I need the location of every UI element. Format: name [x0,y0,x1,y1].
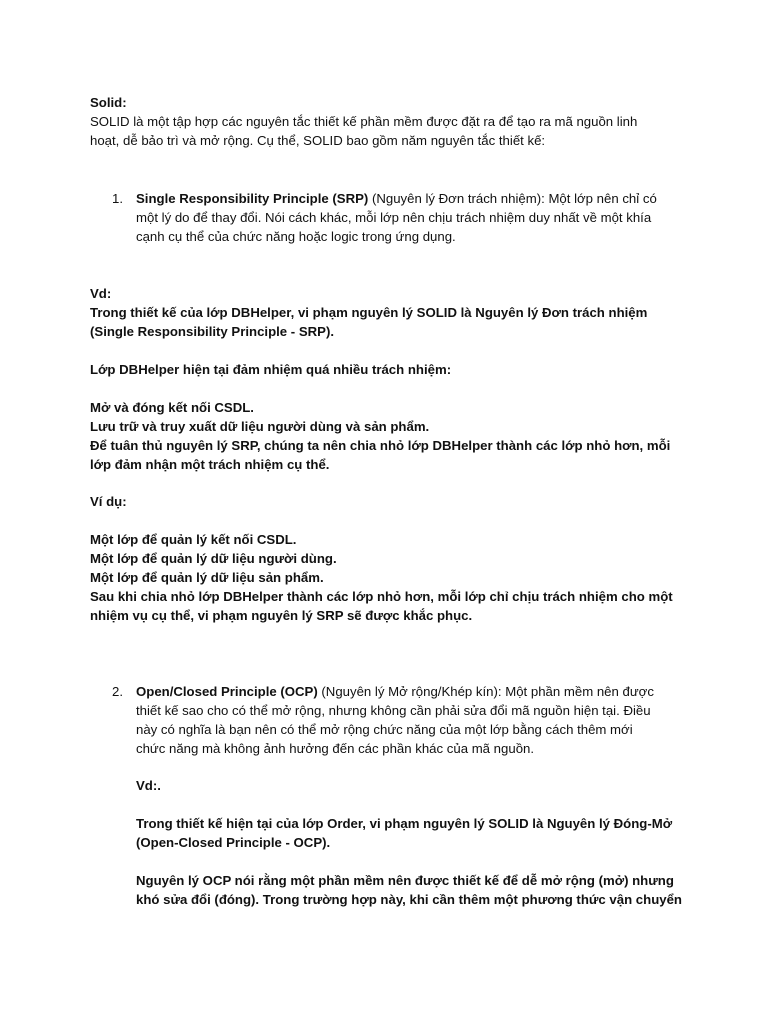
example1-p4-line-1: Một lớp để quản lý kết nối CSDL. [90,532,297,547]
example2-p2-line-1: Nguyên lý OCP nói rằng một phần mềm nên được thiết kế để dễ mở rộng (mở) nhưng [136,873,674,888]
example1-p4-line-2: Một lớp để quản lý dữ liệu người dùng. [90,551,337,566]
example1-p2: Lớp DBHelper hiện tại đảm nhiệm quá nhiều trách nhiệm: [90,362,452,377]
item1-line-2: một lý do để thay đổi. Nói cách khác, mỗi lớp nên chịu trách nhiệm duy nhất về một khía [136,210,652,225]
item2-line-2: thiết kế sao cho có thể mở rộng, nhưng không cần phải sửa đổi mã nguồn hiện tại. Điều [136,703,651,718]
example2-p1-line-2: (Open-Closed Principle - OCP). [136,835,331,850]
example1-p4-line-4: Sau khi chia nhỏ lớp DBHelper thành các lớp nhỏ hơn, mỗi lớp chỉ chịu trách nhiệm cho một [90,589,673,604]
item2-title: Open/Closed Principle (OCP) [136,684,318,699]
example1-p3-line-4: lớp đảm nhận một trách nhiệm cụ thể. [90,457,330,472]
item1-title: Single Responsibility Principle (SRP) [136,191,369,206]
item2-line-3: này có nghĩa là bạn nên có thể mở rộng chức năng của một lớp bằng cách thêm mới [136,722,633,737]
example2-p2-line-2: khó sửa đổi (đóng). Trong trường hợp này, khi cần thêm một phương thức vận chuyển [136,892,682,907]
intro-line-2: hoạt, dễ bảo trì và mở rộng. Cụ thể, SOLID bao gồm năm nguyên tắc thiết kế: [90,133,546,148]
example1-vidu: Ví dụ: [90,494,127,509]
item2-line-4: chức năng mà không ảnh hưởng đến các phần khác của mã nguồn. [136,741,535,756]
example1-p4-line-5: nhiệm vụ cụ thể, vi phạm nguyên lý SRP sẽ được khắc phục. [90,608,473,623]
example2-label: Vd:. [136,778,161,793]
example1-p1-line-1: Trong thiết kế của lớp DBHelper, vi phạm nguyên lý SOLID là Nguyên lý Đơn trách nhiệm [90,305,648,320]
example1-p3-line-1: Mở và đóng kết nối CSDL. [90,400,254,415]
item1-line-1 [136,189,657,208]
intro-line-1: SOLID là một tập hợp các nguyên tắc thiết kế phần mềm được đặt ra để tạo ra mã nguồn linh [90,114,638,129]
intro-heading: Solid: [90,95,127,110]
example1-p3-line-2: Lưu trữ và truy xuất dữ liệu người dùng và sản phẩm. [90,419,430,434]
list-number-1: 1. [112,191,123,206]
item1-line-1-rest: (Nguyên lý Đơn trách nhiệm): Một lớp nên chỉ có [368,191,657,206]
example1-label: Vd: [90,286,112,301]
list-number-2: 2. [112,684,123,699]
example1-p4-line-3: Một lớp để quản lý dữ liệu sản phẩm. [90,570,324,585]
example1-p3-line-3: Để tuân thủ nguyên lý SRP, chúng ta nên chia nhỏ lớp DBHelper thành các lớp nhỏ hơn, mỗi [90,438,671,453]
example1-p1-line-2: (Single Responsibility Principle - SRP). [90,324,335,339]
item2-line-1-rest: (Nguyên lý Mở rộng/Khép kín): Một phần mềm nên được [317,684,654,699]
item1-line-3: cạnh cụ thể của chức năng hoặc logic trong ứng dụng. [136,229,456,244]
example2-p1-line-1: Trong thiết kế hiện tại của lớp Order, vi phạm nguyên lý SOLID là Nguyên lý Đóng-Mở [136,816,673,831]
item2-line-1 [136,682,654,701]
